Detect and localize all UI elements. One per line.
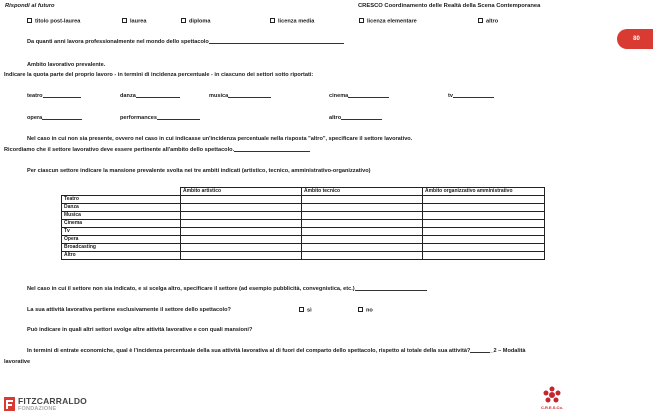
- table-row: [62, 252, 545, 260]
- answer-blank[interactable]: [136, 93, 180, 98]
- table-row: [62, 228, 545, 236]
- table-cell[interactable]: [181, 236, 302, 244]
- education-option-post-laurea[interactable]: titolo post-laurea: [27, 18, 80, 25]
- question-other-sectors: Può indicare in quali altri settori svolge altre attività lavorative e con quali mansioni?: [27, 327, 253, 333]
- education-option-laurea[interactable]: laurea: [122, 18, 146, 25]
- table-cell[interactable]: [181, 196, 302, 204]
- answer-blank[interactable]: [470, 348, 490, 353]
- question-years: Da quanti anni lavora professionalmente nel mondo dello spettacolo: [27, 39, 344, 45]
- answer-blank[interactable]: [209, 39, 344, 44]
- table-corner: [62, 188, 181, 196]
- option-yes[interactable]: sì: [299, 307, 312, 314]
- table-row: [62, 220, 545, 228]
- sector-teatro: teatro: [27, 93, 81, 99]
- sector-danza: danza: [120, 93, 180, 99]
- table-row: [62, 236, 545, 244]
- page-number-badge: 80: [617, 29, 653, 49]
- row-label: Opera: [62, 236, 181, 244]
- table-header-row: [62, 188, 545, 196]
- answer-blank[interactable]: [43, 93, 81, 98]
- table-row: [62, 244, 545, 252]
- checkbox-icon[interactable]: [181, 18, 186, 23]
- table-cell[interactable]: [181, 204, 302, 212]
- row-label: Broadcasting: [62, 244, 181, 252]
- education-option-altro[interactable]: altro: [478, 18, 498, 25]
- cresco-logo: [537, 385, 567, 413]
- table-cell[interactable]: [302, 196, 423, 204]
- sector-musica: musica: [209, 93, 271, 99]
- section-title: Ambito lavorativo prevalente.: [27, 62, 106, 68]
- fitzcarraldo-sub: FONDAZIONE: [18, 406, 57, 412]
- checkbox-icon[interactable]: [122, 18, 127, 23]
- fitzcarraldo-mark-icon: [4, 397, 15, 411]
- question-exclusive: La sua attività lavorativa pertiene esclusivamente il settore dello spettacolo?: [27, 307, 231, 313]
- table-cell[interactable]: [181, 252, 302, 260]
- row-label: Danza: [62, 204, 181, 212]
- table-cell[interactable]: [423, 220, 545, 228]
- cresco-label: C.R.E.S.Co.: [541, 405, 564, 410]
- question-roles: Per ciascun settore indicare la mansione prevalente svolta nei tre ambiti indicati (artistico, tecnico, amministrativo-organizzativo): [27, 168, 371, 174]
- table-cell[interactable]: [302, 236, 423, 244]
- checkbox-icon[interactable]: [270, 18, 275, 23]
- table-row: [62, 196, 545, 204]
- question-income: In termini di entrate economiche, qual è l'incidenza percentuale della sua attività lavorativa al di fuori del comparto dello spettacolo, rispetto al totale della sua attività? _2 – Modalità: [27, 348, 526, 354]
- row-label: Altro: [62, 252, 181, 260]
- header-right-title: CRESCO Coordinamento delle Realtà della Scena Contemporanea: [358, 3, 541, 9]
- answer-blank[interactable]: [348, 93, 389, 98]
- answer-blank[interactable]: [341, 115, 382, 120]
- row-label: Tv: [62, 228, 181, 236]
- education-option-diploma[interactable]: diploma: [181, 18, 210, 25]
- answer-blank[interactable]: [157, 115, 200, 120]
- fitzcarraldo-name: FITZCARRALDO: [18, 396, 87, 406]
- table-cell[interactable]: [302, 220, 423, 228]
- table-cell[interactable]: [423, 204, 545, 212]
- answer-blank[interactable]: [42, 115, 82, 120]
- table-cell[interactable]: [302, 204, 423, 212]
- education-option-licenza-media[interactable]: licenza media: [270, 18, 314, 25]
- row-label: Musica: [62, 212, 181, 220]
- question-sector-missing: Nel caso in cui il settore non sia indicato, e si scelga altro, specificare il settore (ad esempio pubblicità, convegnistica, etc.): [27, 286, 427, 292]
- sector-tv: tv: [448, 93, 494, 99]
- checkbox-icon[interactable]: [27, 18, 32, 23]
- header-left-title: Rispondi al futuro: [5, 3, 55, 9]
- table-cell[interactable]: [423, 228, 545, 236]
- answer-blank[interactable]: [228, 93, 271, 98]
- table-cell[interactable]: [302, 212, 423, 220]
- sector-altro: altro: [329, 115, 382, 121]
- answer-blank[interactable]: [453, 93, 494, 98]
- table-cell[interactable]: [423, 212, 545, 220]
- row-label: Teatro: [62, 196, 181, 204]
- fitzcarraldo-logo: [4, 397, 87, 412]
- table-cell[interactable]: [423, 244, 545, 252]
- table-cell[interactable]: [423, 252, 545, 260]
- table-row: [62, 212, 545, 220]
- checkbox-icon[interactable]: [358, 307, 363, 312]
- answer-blank[interactable]: [355, 286, 427, 291]
- roles-table: [61, 187, 545, 260]
- note-pertinence: Ricordiamo che il settore lavorativo deve essere pertinente all'ambito dello spettacolo.: [4, 147, 310, 153]
- table-cell[interactable]: [181, 212, 302, 220]
- cresco-flower-icon: [537, 385, 567, 405]
- sector-performances: performances: [120, 115, 200, 121]
- answer-blank[interactable]: [234, 147, 310, 152]
- table-cell[interactable]: [302, 252, 423, 260]
- sector-opera: opera: [27, 115, 82, 121]
- table-cell[interactable]: [423, 236, 545, 244]
- checkbox-icon[interactable]: [478, 18, 483, 23]
- option-no[interactable]: no: [358, 307, 373, 314]
- checkbox-icon[interactable]: [299, 307, 304, 312]
- education-option-licenza-elementare[interactable]: licenza elementare: [359, 18, 417, 25]
- table-cell[interactable]: [302, 228, 423, 236]
- table-cell[interactable]: [181, 228, 302, 236]
- question-income-continued: lavorative: [4, 359, 31, 365]
- table-cell[interactable]: [181, 220, 302, 228]
- column-header-tecnico: Ambito tecnico: [302, 188, 423, 196]
- table-cell[interactable]: [302, 244, 423, 252]
- column-header-amministrativo: Ambito organizzativo amministrativo: [423, 188, 545, 196]
- row-label: Cinema: [62, 220, 181, 228]
- question-share: Indicare la quota parte del proprio lavoro - in termini di incidenza percentuale - in ciascuno dei settori sotto riportati:: [4, 72, 314, 78]
- note-other-sector: Nel caso in cui non sia presente, ovvero nel caso in cui indicasse un'incidenza percentuale nella risposta "altro", specificare il settore lavorativo.: [27, 136, 413, 142]
- column-header-artistico: Ambito artistico: [181, 188, 302, 196]
- table-row: [62, 204, 545, 212]
- sector-cinema: cinema: [329, 93, 389, 99]
- table-cell[interactable]: [181, 244, 302, 252]
- checkbox-icon[interactable]: [359, 18, 364, 23]
- table-cell[interactable]: [423, 196, 545, 204]
